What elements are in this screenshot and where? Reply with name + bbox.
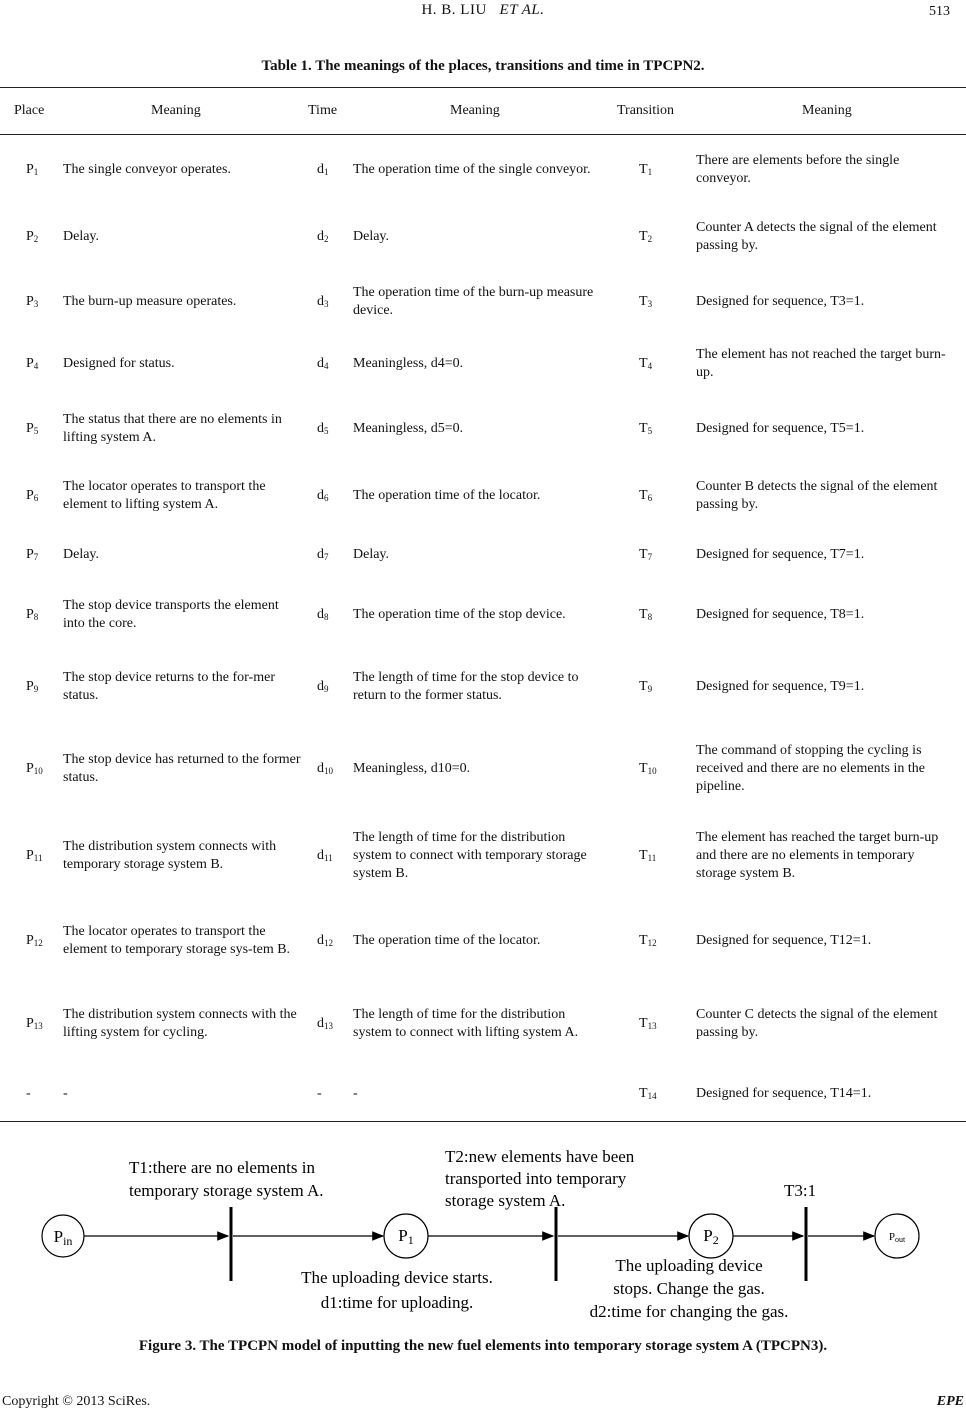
time-cell-symbol: d bbox=[317, 1016, 324, 1031]
place-cell bbox=[26, 932, 62, 950]
place-cell-symbol: P bbox=[26, 933, 34, 948]
transition-cell-index: 8 bbox=[647, 612, 653, 622]
time-cell-index: 6 bbox=[324, 493, 329, 503]
time-cell-symbol: - bbox=[317, 1086, 322, 1101]
time-cell-symbol: d bbox=[317, 421, 324, 436]
time-cell bbox=[317, 487, 351, 505]
place-cell bbox=[26, 1085, 62, 1103]
time-cell-symbol: d bbox=[317, 294, 324, 309]
t2-annotation-line-2: transported into temporary bbox=[445, 1169, 627, 1188]
time-cell bbox=[317, 293, 351, 311]
t2-annotation-line-1: T2:new elements have been bbox=[445, 1147, 635, 1166]
time-cell-symbol: d bbox=[317, 607, 324, 622]
place-cell bbox=[26, 355, 62, 373]
place-meaning-cell: Designed for status. bbox=[63, 356, 175, 371]
time-cell-index: 4 bbox=[324, 361, 329, 371]
place-cell-symbol: P bbox=[26, 488, 34, 503]
transition-cell-symbol: T bbox=[639, 229, 648, 244]
table-top-rule bbox=[0, 87, 966, 88]
place-cell bbox=[26, 420, 62, 438]
p1-annotation bbox=[301, 1268, 493, 1312]
transition-cell-symbol: T bbox=[639, 488, 648, 503]
time-cell-index: 1 bbox=[324, 167, 329, 177]
place-cell-symbol: P bbox=[26, 162, 34, 177]
place-cell-index: 2 bbox=[33, 234, 39, 244]
transition-cell-symbol: T bbox=[639, 162, 648, 177]
transition-cell bbox=[639, 847, 689, 865]
time-cell bbox=[317, 760, 351, 778]
place-meaning-cell: The burn-up measure operates. bbox=[63, 294, 237, 309]
place-meaning-cell: The stop device transports the element into the core. bbox=[63, 598, 279, 631]
time-meaning-cell: Meaningless, d4=0. bbox=[353, 356, 464, 371]
transition-cell-index: 13 bbox=[647, 1021, 657, 1031]
place-cell bbox=[26, 546, 62, 564]
transition-cell-index: 14 bbox=[647, 1091, 657, 1101]
place-meaning-cell: The single conveyor operates. bbox=[63, 162, 231, 177]
transition-cell-index: 9 bbox=[647, 684, 653, 694]
place-cell-index: 13 bbox=[33, 1021, 43, 1031]
p2-annotation-line-2: stops. Change the gas. bbox=[613, 1279, 765, 1298]
time-meaning-cell: The length of time for the distribution system to connect with temporary storage system B. bbox=[353, 830, 587, 881]
place-cell-index: 9 bbox=[33, 684, 39, 694]
transition-meaning-cell: Designed for sequence, T8=1. bbox=[696, 607, 865, 622]
place-meaning-cell: Delay. bbox=[63, 229, 100, 244]
place-cell bbox=[26, 606, 62, 624]
place-cell-symbol: P bbox=[26, 1016, 34, 1031]
t1-annotation-line-2: temporary storage system A. bbox=[129, 1181, 324, 1200]
place-cell-symbol: - bbox=[26, 1086, 31, 1101]
time-meaning-cell: Meaningless, d5=0. bbox=[353, 421, 464, 436]
transition-cell bbox=[639, 228, 689, 246]
place-cell-index: 4 bbox=[33, 361, 39, 371]
place-meaning-cell: Delay. bbox=[63, 547, 100, 562]
transition-cell-symbol: T bbox=[639, 294, 648, 309]
header-etal: ET AL. bbox=[499, 2, 545, 18]
transition-cell-symbol: T bbox=[639, 679, 648, 694]
time-meaning-cell: The operation time of the stop device. bbox=[353, 607, 566, 622]
transition-meaning-cell: Designed for sequence, T3=1. bbox=[696, 294, 865, 309]
time-meaning-cell: Delay. bbox=[353, 229, 390, 244]
place-cell-symbol: P bbox=[26, 761, 34, 776]
place-cell-index: 6 bbox=[33, 493, 39, 503]
transition-cell bbox=[639, 1085, 689, 1103]
transition-meaning-cell: Designed for sequence, T5=1. bbox=[696, 421, 865, 436]
transition-cell-index: 2 bbox=[647, 234, 653, 244]
table-bottom-rule bbox=[0, 1121, 966, 1122]
place-meaning-cell: The stop device returns to the for-mer status. bbox=[63, 670, 275, 703]
figure-caption: Figure 3. The TPCPN model of inputting the new fuel elements into temporary storage system A (TPCPN3). bbox=[138, 1338, 828, 1354]
time-meaning-cell: The length of time for the distribution system to connect with lifting system A. bbox=[353, 1007, 579, 1040]
p1-annotation-line-2: d1:time for uploading. bbox=[320, 1293, 474, 1312]
place-cell-index: 12 bbox=[33, 938, 43, 948]
t1-annotation-line-1: T1:there are no elements in bbox=[129, 1158, 315, 1177]
place-pout-label: Pout bbox=[888, 1231, 906, 1244]
time-cell bbox=[317, 678, 351, 696]
transition-meaning-cell: There are elements before the single conveyor. bbox=[696, 153, 900, 186]
footer-journal: EPE bbox=[936, 1394, 964, 1409]
place-p1-label: P1 bbox=[398, 1226, 414, 1247]
table-row bbox=[0, 464, 966, 528]
table-row bbox=[0, 138, 966, 202]
time-cell bbox=[317, 847, 351, 865]
t3-annotation: T3:1 bbox=[784, 1181, 817, 1200]
time-cell-symbol: d bbox=[317, 761, 324, 776]
transition-cell bbox=[639, 932, 689, 950]
transition-cell-index: 7 bbox=[647, 552, 653, 562]
time-meaning-cell: The operation time of the burn-up measure device. bbox=[353, 285, 594, 318]
transition-meaning-cell: Designed for sequence, T12=1. bbox=[696, 933, 872, 948]
time-cell-symbol: d bbox=[317, 848, 324, 863]
time-cell-symbol: d bbox=[317, 547, 324, 562]
transition-cell bbox=[639, 606, 689, 624]
place-pin-label: Pin bbox=[53, 1227, 73, 1248]
p1-annotation-line-1: The uploading device starts. bbox=[301, 1268, 493, 1287]
transition-cell-symbol: T bbox=[639, 1086, 648, 1101]
transition-meaning-cell: The element has not reached the target burn-up. bbox=[696, 347, 946, 380]
transition-cell bbox=[639, 546, 689, 564]
time-cell bbox=[317, 606, 351, 624]
p2-annotation-line-3: d2:time for changing the gas. bbox=[589, 1302, 789, 1321]
p2-annotation bbox=[590, 1256, 789, 1321]
place-cell-symbol: P bbox=[26, 421, 34, 436]
place-cell bbox=[26, 228, 62, 246]
transition-cell-index: 12 bbox=[647, 938, 657, 948]
time-cell-index: 9 bbox=[324, 684, 329, 694]
place-meaning-cell: The locator operates to transport the element to temporary storage sys-tem B. bbox=[63, 924, 291, 957]
place-meaning-cell: - bbox=[63, 1086, 68, 1101]
transition-cell bbox=[639, 487, 689, 505]
transition-cell-symbol: T bbox=[639, 761, 648, 776]
t1-annotation bbox=[129, 1158, 324, 1200]
p2-annotation-line-1: The uploading device bbox=[615, 1256, 763, 1275]
time-cell-index: 10 bbox=[324, 766, 333, 776]
transition-meaning-cell: The command of stopping the cycling is received and there are no elements in the pipeline. bbox=[696, 743, 925, 794]
table-row bbox=[0, 582, 966, 648]
transition-meaning-cell: Counter B detects the signal of the element passing by. bbox=[696, 479, 938, 512]
time-cell-index: 5 bbox=[324, 426, 329, 436]
transition-cell-symbol: T bbox=[639, 547, 648, 562]
place-cell-index: 8 bbox=[33, 612, 39, 622]
table-row bbox=[0, 397, 966, 461]
transition-meaning-cell: Designed for sequence, T9=1. bbox=[696, 679, 865, 694]
table-row bbox=[0, 902, 966, 980]
time-cell-index: 3 bbox=[324, 299, 329, 309]
col-header-transition: Transition bbox=[617, 103, 675, 118]
place-cell-index: 5 bbox=[33, 426, 39, 436]
place-cell-symbol: P bbox=[26, 229, 34, 244]
time-meaning-cell: The operation time of the single conveyor. bbox=[353, 162, 591, 177]
place-cell-index: 1 bbox=[33, 167, 39, 177]
table-row bbox=[0, 531, 966, 579]
col-header-transition-meaning: Meaning bbox=[802, 103, 852, 118]
t2-annotation-line-3: storage system A. bbox=[445, 1191, 566, 1210]
place-cell bbox=[26, 1015, 62, 1033]
table-caption: Table 1. The meanings of the places, transitions and time in TPCPN2. bbox=[261, 58, 705, 74]
transition-cell-symbol: T bbox=[639, 421, 648, 436]
place-cell-symbol: P bbox=[26, 848, 34, 863]
time-meaning-cell: Delay. bbox=[353, 547, 390, 562]
transition-meaning-cell: Designed for sequence, T14=1. bbox=[696, 1086, 872, 1101]
place-cell bbox=[26, 487, 62, 505]
place-cell-symbol: P bbox=[26, 679, 34, 694]
transition-meaning-cell: Counter C detects the signal of the element passing by. bbox=[696, 1007, 938, 1040]
time-meaning-cell: The operation time of the locator. bbox=[353, 933, 541, 948]
time-cell-symbol: d bbox=[317, 933, 324, 948]
transition-cell bbox=[639, 760, 689, 778]
time-meaning-cell: The operation time of the locator. bbox=[353, 488, 541, 503]
time-meaning-cell: The length of time for the stop device to return to the former status. bbox=[353, 670, 579, 703]
transition-cell-index: 4 bbox=[647, 361, 653, 371]
header-authors: H. B. LIU bbox=[421, 2, 487, 18]
time-cell-symbol: d bbox=[317, 229, 324, 244]
place-meaning-cell: The locator operates to transport the element to lifting system A. bbox=[63, 479, 266, 512]
place-cell-index: 3 bbox=[33, 299, 39, 309]
place-cell bbox=[26, 161, 62, 179]
transition-cell bbox=[639, 293, 689, 311]
place-cell-index: 7 bbox=[33, 552, 39, 562]
transition-cell bbox=[639, 678, 689, 696]
time-cell-index: 11 bbox=[324, 853, 333, 863]
transition-cell bbox=[639, 161, 689, 179]
time-cell-index: 7 bbox=[324, 552, 329, 562]
place-cell-symbol: P bbox=[26, 356, 34, 371]
place-cell bbox=[26, 678, 62, 696]
transition-cell-symbol: T bbox=[639, 1016, 648, 1031]
place-cell bbox=[26, 293, 62, 311]
time-cell-symbol: d bbox=[317, 356, 324, 371]
table-row bbox=[0, 205, 966, 269]
place-meaning-cell: The distribution system connects with temporary storage system B. bbox=[63, 839, 277, 872]
time-cell-index: 12 bbox=[324, 938, 333, 948]
table-row bbox=[0, 814, 966, 898]
time-cell bbox=[317, 1015, 351, 1033]
table-row bbox=[0, 272, 966, 332]
table-row bbox=[0, 334, 966, 394]
time-cell-index: 2 bbox=[324, 234, 329, 244]
time-cell-index: 13 bbox=[324, 1021, 333, 1031]
place-cell bbox=[26, 760, 62, 778]
table-row bbox=[0, 727, 966, 811]
transition-cell-index: 5 bbox=[647, 426, 653, 436]
place-meaning-cell: The stop device has returned to the former status. bbox=[63, 752, 301, 785]
place-cell-index: 11 bbox=[33, 853, 43, 863]
time-meaning-cell: Meaningless, d10=0. bbox=[353, 761, 471, 776]
time-cell bbox=[317, 1085, 351, 1103]
table-header-rule bbox=[0, 134, 966, 135]
col-header-place-meaning: Meaning bbox=[151, 103, 201, 118]
transition-meaning-cell: Designed for sequence, T7=1. bbox=[696, 547, 865, 562]
transition-cell bbox=[639, 355, 689, 373]
table-row bbox=[0, 652, 966, 722]
transition-meaning-cell: The element has reached the target burn-up and there are no elements in temporary storage system B. bbox=[696, 830, 939, 881]
transition-cell-index: 1 bbox=[647, 167, 653, 177]
col-header-time: Time bbox=[308, 103, 338, 118]
transition-cell-index: 3 bbox=[647, 299, 653, 309]
place-cell-symbol: P bbox=[26, 607, 34, 622]
transition-cell-symbol: T bbox=[639, 848, 648, 863]
place-cell-symbol: P bbox=[26, 547, 34, 562]
transition-cell bbox=[639, 1015, 689, 1033]
t2-annotation bbox=[445, 1147, 635, 1210]
transition-cell-symbol: T bbox=[639, 933, 648, 948]
page-number: 513 bbox=[929, 4, 950, 19]
footer-copyright: Copyright © 2013 SciRes. bbox=[2, 1394, 151, 1409]
time-cell bbox=[317, 420, 351, 438]
time-cell bbox=[317, 161, 351, 179]
transition-cell-index: 10 bbox=[647, 766, 657, 776]
transition-cell-symbol: T bbox=[639, 607, 648, 622]
table-row bbox=[0, 984, 966, 1064]
place-meaning-cell: The status that there are no elements in lifting system A. bbox=[63, 412, 282, 445]
transition-meaning-cell: Counter A detects the signal of the element passing by. bbox=[696, 220, 937, 253]
time-cell bbox=[317, 228, 351, 246]
transition-cell bbox=[639, 420, 689, 438]
time-cell-symbol: d bbox=[317, 679, 324, 694]
transition-cell-index: 6 bbox=[647, 493, 653, 503]
col-header-place: Place bbox=[14, 103, 45, 118]
time-cell bbox=[317, 932, 351, 950]
place-cell-symbol: P bbox=[26, 294, 34, 309]
transition-cell-index: 11 bbox=[647, 853, 657, 863]
time-cell-symbol: d bbox=[317, 488, 324, 503]
place-p2-label: P2 bbox=[703, 1226, 719, 1247]
tpcpn3-figure bbox=[0, 1135, 966, 1335]
time-cell bbox=[317, 546, 351, 564]
time-meaning-cell: - bbox=[353, 1086, 358, 1101]
transition-cell-symbol: T bbox=[639, 356, 648, 371]
time-cell-symbol: d bbox=[317, 162, 324, 177]
running-header bbox=[0, 2, 966, 19]
place-cell-index: 10 bbox=[33, 766, 43, 776]
place-cell bbox=[26, 847, 62, 865]
time-cell bbox=[317, 355, 351, 373]
time-cell-index: 8 bbox=[324, 612, 329, 622]
col-header-time-meaning: Meaning bbox=[450, 103, 500, 118]
place-meaning-cell: The distribution system connects with the lifting system for cycling. bbox=[63, 1007, 297, 1040]
table-row bbox=[0, 1068, 966, 1120]
